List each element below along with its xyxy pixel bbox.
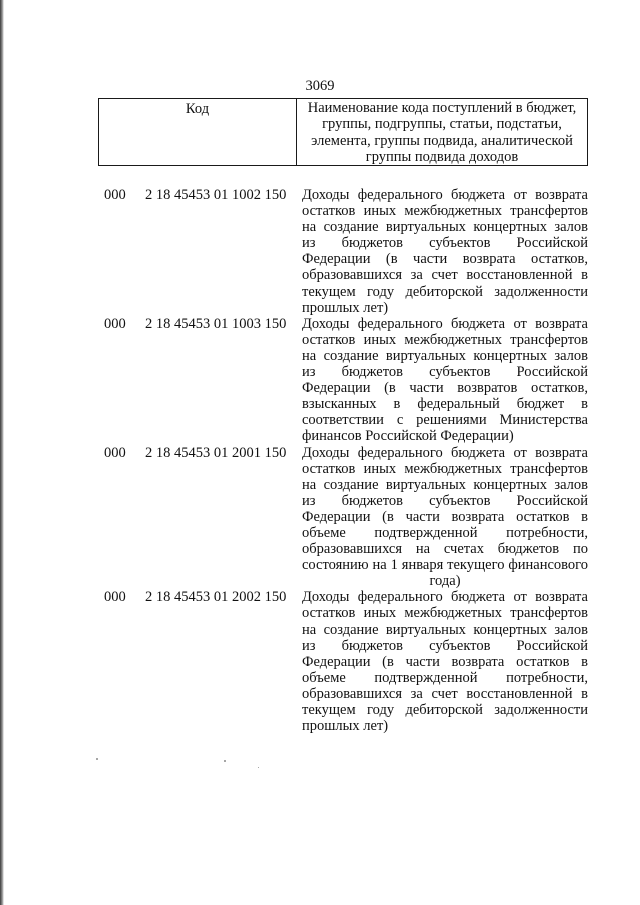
income-code-list [0, 187, 640, 734]
income-code: 2 18 45453 01 2001 150 [145, 444, 287, 461]
table-row [0, 445, 640, 590]
header-name-column: Наименование кода поступлений в бюджет, группы, подгруппы, статьи, подстатьи, элемента, группы подвида, аналитической группы подвида доходов [307, 100, 577, 166]
income-code: 2 18 45453 01 1002 150 [145, 187, 287, 203]
page-number: 3069 [305, 78, 335, 94]
description-line: на создание виртуальных концертных залов [302, 219, 588, 236]
table-header [98, 98, 588, 166]
income-description [302, 589, 588, 734]
admin-code: 000 [104, 315, 126, 332]
description-line: остатков иных межбюджетных трансфертов [302, 331, 588, 348]
description-line: текущем году дебиторской задолженности [302, 702, 588, 718]
description-line: остатков иных межбюджетных трансфертов [302, 460, 588, 477]
income-code: 2 18 45453 01 2002 150 [145, 589, 287, 606]
description-line: финансов Российской Федерации) [302, 428, 514, 445]
scan-artifact [224, 760, 226, 762]
description-line: прошлых лет) [302, 299, 389, 316]
description-line: текущем году дебиторской задолженности [302, 283, 588, 300]
description-line: Федерации (в части возвратов остатков, [302, 380, 588, 397]
description-line: взысканных в федеральный бюджет в [302, 396, 588, 413]
description-line: года) [429, 573, 461, 590]
admin-code: 000 [104, 589, 126, 606]
description-line: Доходы федерального бюджета от возврата [302, 444, 588, 461]
description-line: остатков иных межбюджетных трансфертов [302, 605, 588, 622]
description-line: образовавшихся за счет восстановленной в [302, 267, 588, 284]
income-description [302, 316, 588, 445]
scan-artifact [258, 767, 259, 768]
description-line: остатков иных межбюджетных трансфертов [302, 203, 588, 220]
description-line: из бюджетов субъектов Российской [302, 235, 588, 252]
description-line: на создание виртуальных концертных залов [302, 476, 588, 493]
description-line: прошлых лет) [302, 718, 389, 735]
admin-code: 000 [104, 444, 126, 461]
income-description [302, 187, 588, 316]
description-line: Федерации (в части возврата остатков, [302, 251, 588, 268]
description-line: соответствии с решениями Министерства [302, 412, 588, 429]
description-line: состоянию на 1 января текущего финансового [302, 557, 588, 574]
description-line: Федерации (в части возврата остатков в [302, 653, 588, 670]
description-line: Доходы федерального бюджета от возврата [302, 187, 588, 203]
admin-code: 000 [104, 187, 126, 203]
description-line: из бюджетов субъектов Российской [302, 364, 588, 381]
description-line: объеме подтвержденной потребности, [302, 669, 588, 686]
income-description [302, 445, 588, 590]
description-line: образовавшихся за счет восстановленной в [302, 685, 588, 702]
header-code-column: Код [99, 99, 297, 165]
description-line: образовавшихся на счетах бюджетов по [302, 541, 588, 558]
description-line: из бюджетов субъектов Российской [302, 492, 588, 509]
description-line: из бюджетов субъектов Российской [302, 637, 588, 654]
description-line: Федерации (в части возврата остатков в [302, 508, 588, 525]
description-line: Доходы федерального бюджета от возврата [302, 315, 588, 332]
table-row [0, 589, 640, 734]
description-line: объеме подтвержденной потребности, [302, 524, 588, 541]
description-line: на создание виртуальных концертных залов [302, 347, 588, 364]
description-line: Доходы федерального бюджета от возврата [302, 589, 588, 606]
scan-artifact [96, 758, 98, 760]
income-code: 2 18 45453 01 1003 150 [145, 315, 287, 332]
table-row [0, 316, 640, 445]
description-line: на создание виртуальных концертных залов [302, 621, 588, 638]
table-row [0, 187, 640, 316]
